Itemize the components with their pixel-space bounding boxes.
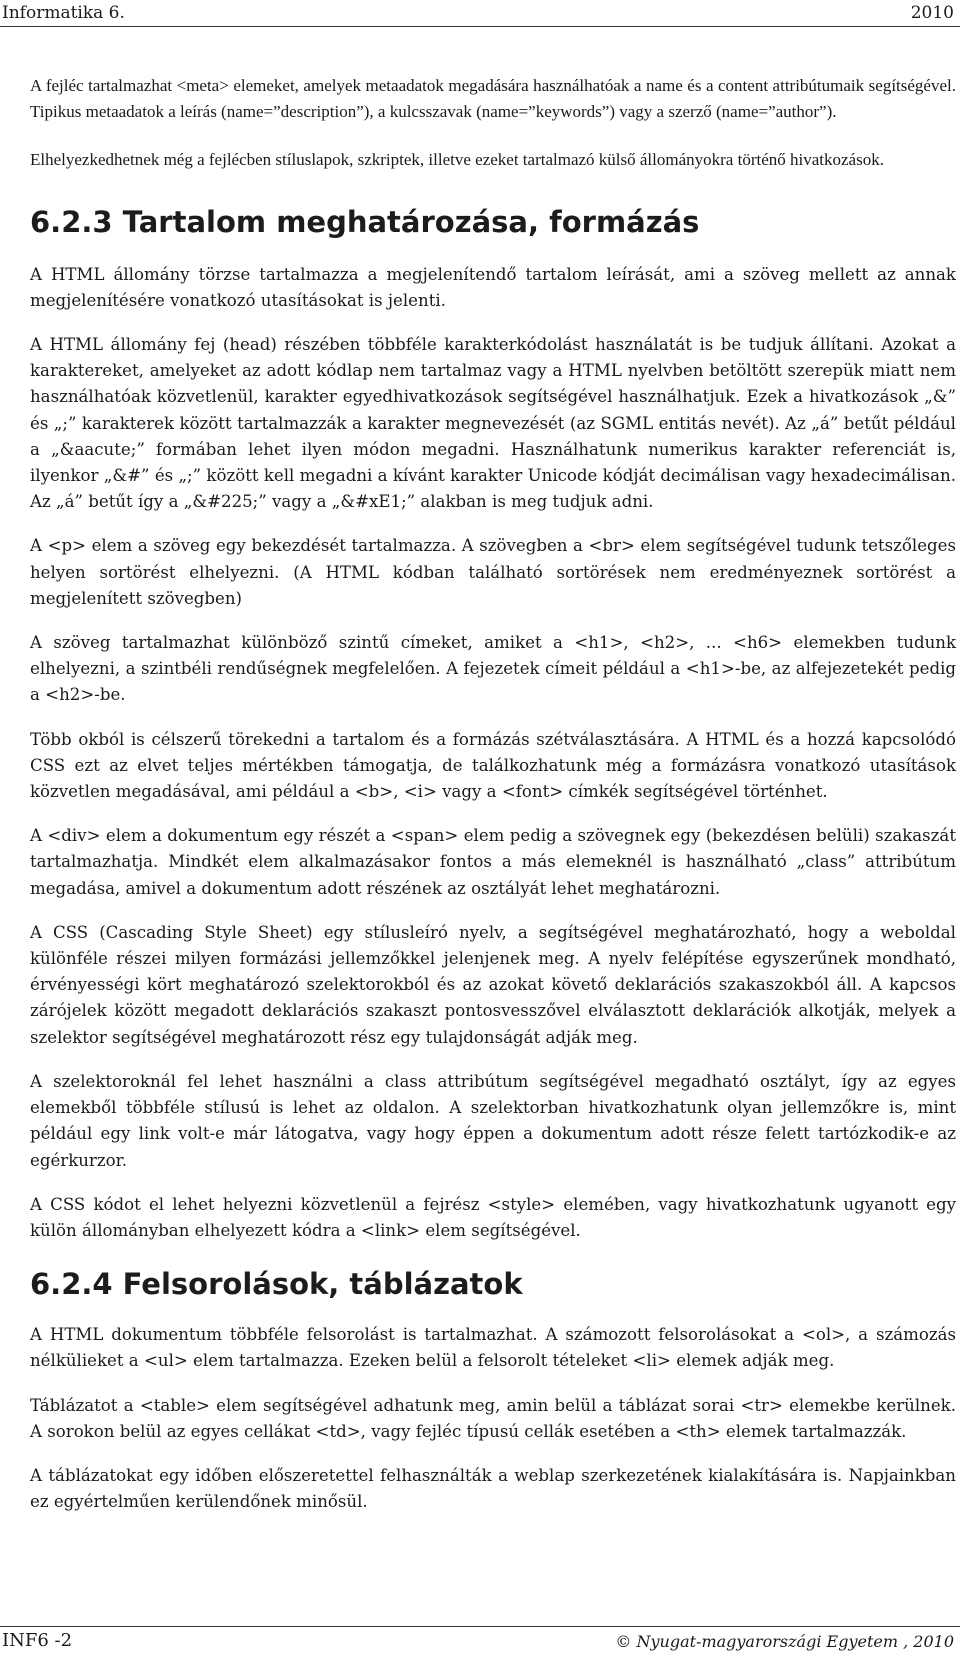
header-rule: [0, 26, 960, 27]
paragraph-body-content: A HTML állomány törzse tartalmazza a megjelenítendő tartalom leírását, ami a szöveg mellett az annak megjelenítésére vonatkozó utasításokat is jelenti.: [30, 264, 956, 310]
paragraph-character-encoding: A HTML állomány fej (head) részében többféle karakterkódolást használatát is be tudjuk állítani. Azokat a karaktereket, amelyeket az adott kódlap nem tartalmaz vagy a HTML nyelvben betöltött szerepük miatt nem használhatóak közvetlenül, karakter egyedhivatkozások segítségével használhatjuk. Ezek a hivatkozások „&” és „;” karakterek között tartalmazzák a karakter megnevezését (az SGML entitás nevét). Az „á” betűt például a „&aacute;” formában lehet ilyen módon megadni. Használhatunk numerikus karakter referenciát is, ilyenkor „&#” és „;” között kell megadni a kívánt karakter Unicode kódját decimálisan vagy hexadecimálisan. Az „á” betűt így a „&#225;” vagy a „&#xE1;” alakban is meg tudjuk adni.: [30, 335, 956, 512]
section-heading-624: 6.2.4 Felsorolások, táblázatok: [30, 1267, 523, 1302]
paragraph-css-placement: A CSS kódot el lehet helyezni közvetlenül a fejrész <style> elemében, vagy hivatkozhatunk ugyanott egy külön állományban elhelyezett kódra a <link> elem segítségével.: [30, 1194, 956, 1240]
page-content: [30, 73, 956, 1515]
paragraph-heading-levels: A szöveg tartalmazhat különböző szintű címeket, amiket a <h1>, <h2>, ... <h6> elemekben tudunk elhelyezni, a szintbéli rendűségnek megfelelően. A fejezetek címeit például a <h1>-be, az alfejezetekét pedig a <h2>-be.: [30, 633, 956, 705]
header-year: 2010: [910, 3, 954, 23]
paragraph-table-layout: A táblázatokat egy időben előszeretettel felhasználták a weblap szerkezetének kialakítására is. Napjainkban ez egyértelműen kerülendőnek minősül.: [30, 1465, 956, 1512]
paragraph-css-intro: A CSS (Cascading Style Sheet) egy stílusleíró nyelv, a segítségével meghatározható, hogy a weboldal különféle részei milyen formázási jellemzőkkel jelenjenek meg. A nyelv felépítése egyszerűnek mondható, érvényességi kört meghatározó szelektorokból és az azokat követő deklarációs szakaszokból áll. A kapcsos zárójelek között megadott deklarációs szakaszt pontosvesszővel elválasztott deklarációk alkotják, melyek a szelektor segítségével meghatározott rész egy tulajdonságát adják meg.: [30, 922, 956, 1047]
running-header: [0, 2, 960, 28]
page-footer: [0, 1618, 960, 1658]
paragraph-css-selectors: A szelektoroknál fel lehet használni a class attribútum segítségével megadható osztályt, így az egyes elemekből többféle stílusú is lehet az oldalon. A szelektorban hivatkozhatunk olyan jellemzőkre is, mint például egy link volt-e már látogatva, vagy hogy éppen a dokumentum adott része felett tartózkodik-e az egérkurzor.: [30, 1071, 956, 1170]
paragraph-tables: Táblázatot a <table> elem segítségével adhatunk meg, amin belül a táblázat sorai <tr> elemekbe kerülnek. A sorokon belül az egyes cellákat <td>, vagy fejléc típusú cellák esetében a <th> elemek tartalmazzák.: [30, 1395, 956, 1441]
section-heading-623: 6.2.3 Tartalom meghatározása, formázás: [30, 204, 700, 239]
paragraph-meta-elements: A fejléc tartalmazhat <meta> elemeket, amelyek metaadatok megadására használhatóak a name és a content attribútumaik segítségével. Tipikus metaadatok a leírás (name=”description”), a kulcsszavak (name=”keywords”) vagy a szerző (name=”author”).: [30, 76, 956, 122]
paragraph-p-br-elements: A <p> elem a szöveg egy bekezdését tartalmazza. A szövegben a <br> elem segítségével tudunk tetszőleges helyen sortörést elhelyezni. (A HTML kódban található sortörések nem eredményeznek sortörést a megjelenített szövegben): [30, 536, 956, 608]
paragraph-head-references: Elhelyezkedhetnek még a fejlécben stíluslapok, szkriptek, illetve ezeket tartalmazó külső állományokra történő hivatkozások.: [30, 150, 884, 170]
footer-rule: [0, 1626, 960, 1627]
footer-copyright: © Nyugat-magyarországi Egyetem , 2010: [615, 1632, 954, 1651]
header-course-title: Informatika 6.: [2, 3, 125, 23]
paragraph-content-formatting: Több okból is célszerű törekedni a tartalom és a formázás szétválasztására. A HTML és a hozzá kapcsolódó CSS ezt az elvet teljes mértékben támogatja, de találkozhatunk még a formázásra vonatkozó utasítások közvetlen megadásával, ami például a <b>, <i> vagy a <font> címkék segítségével történhet.: [30, 729, 956, 802]
paragraph-div-span: A <div> elem a dokumentum egy részét a <span> elem pedig a szövegnek egy (bekezdésen belüli) szakaszát tartalmazhatja. Mindkét elem alkalmazásakor fontos a más elemeknél is használható „class” attribútum megadása, amivel a dokumentum adott részének az osztályát lehet meghatározni.: [30, 826, 956, 898]
paragraph-lists: A HTML dokumentum többféle felsorolást is tartalmazhat. A számozott felsorolásokat a <ol>, a számozás nélkülieket a <ul> elem tartalmazza. Ezeken belül a felsorolt tételeket <li> elemek adják meg.: [30, 1325, 956, 1371]
footer-page-number: INF6 -2: [2, 1630, 73, 1651]
